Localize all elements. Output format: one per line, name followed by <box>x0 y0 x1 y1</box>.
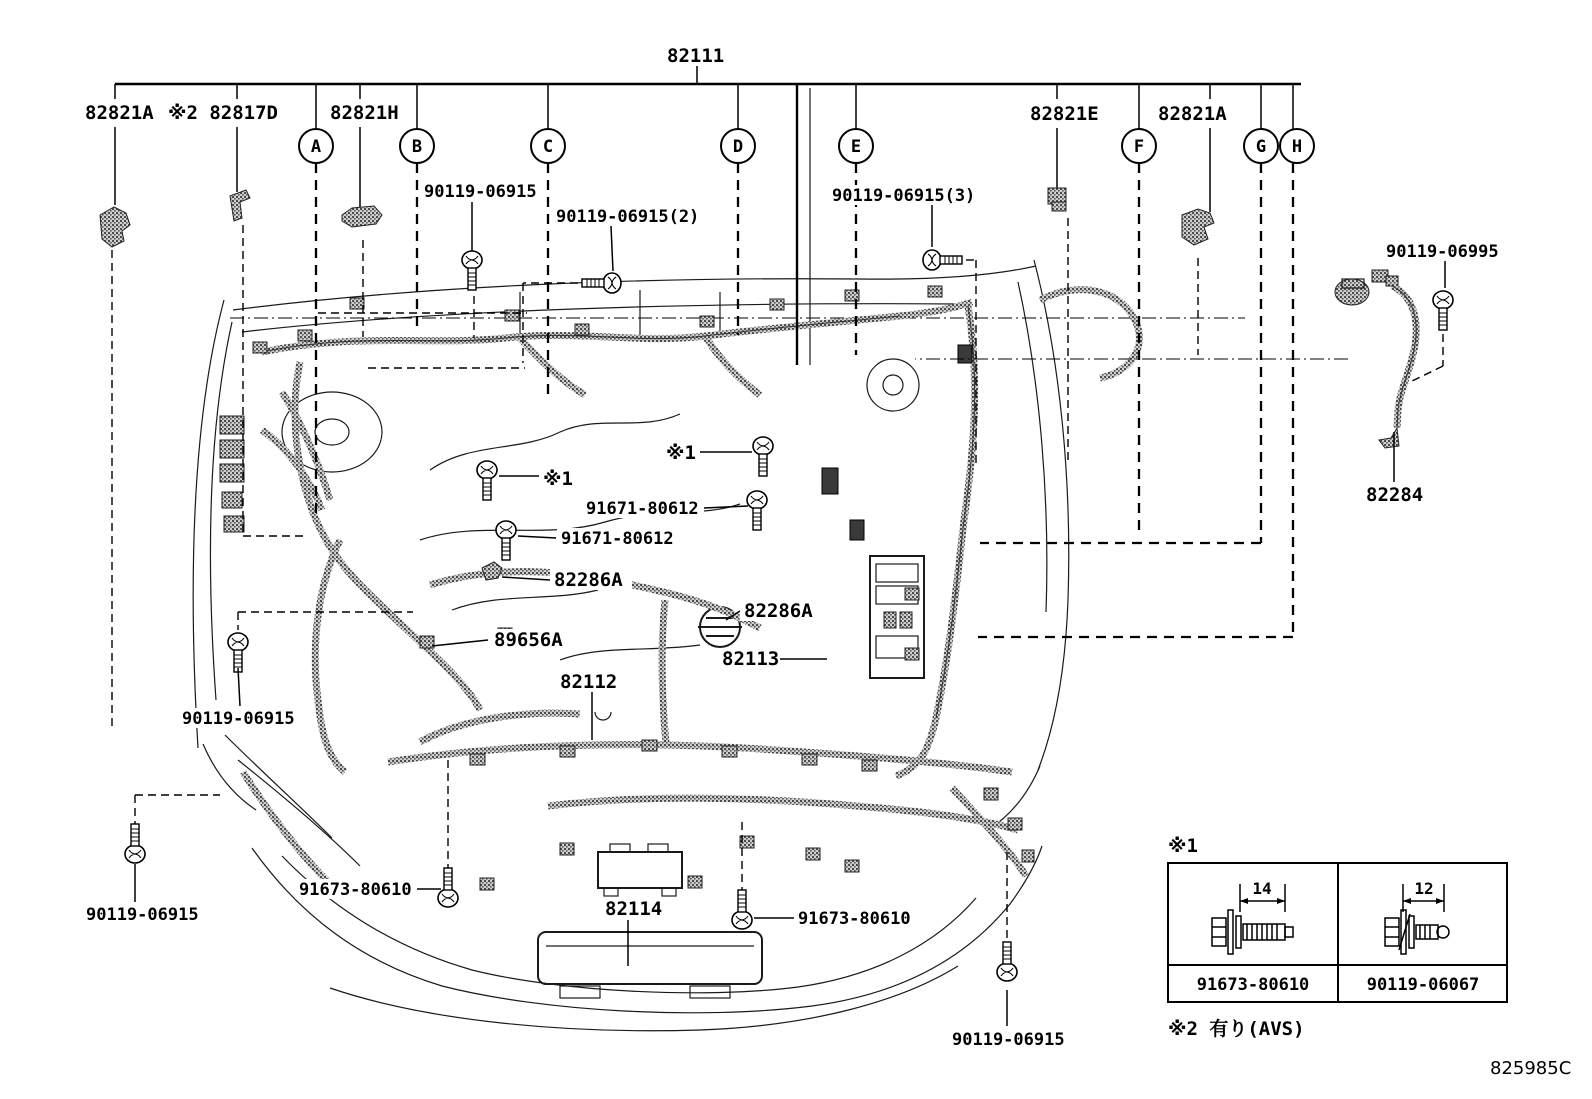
svg-text:14: 14 <box>1252 879 1272 898</box>
top-label-82817d: ※2 82817D <box>168 102 278 124</box>
svg-text:E: E <box>850 137 862 157</box>
bolt-icon <box>125 824 145 863</box>
svg-text:89656A: 89656A <box>494 629 563 651</box>
part-label <box>1362 484 1432 506</box>
svg-text:82286A: 82286A <box>554 569 623 591</box>
part-label <box>178 708 296 729</box>
svg-text:C: C <box>542 137 554 157</box>
bolt-icon <box>1433 291 1453 330</box>
svg-text:91673-80610: 91673-80610 <box>798 909 911 929</box>
part-label <box>490 629 572 651</box>
clamp-icon-82821h <box>342 206 382 227</box>
svg-text:F: F <box>1133 137 1145 157</box>
bracket-icon-82817d <box>230 190 250 221</box>
part-label <box>601 898 665 920</box>
connector-callout-h <box>1280 129 1314 163</box>
svg-text:G: G <box>1255 137 1267 157</box>
svg-text:90119-06915: 90119-06915 <box>182 709 295 729</box>
part-label <box>82 904 200 925</box>
radiator-support <box>538 932 762 984</box>
part-label <box>552 206 702 227</box>
legend-part-2: 90119-06067 <box>1366 975 1480 995</box>
connector-callout-c <box>531 129 565 163</box>
connector-callout-e <box>839 129 873 163</box>
svg-text:82284: 82284 <box>1366 484 1424 506</box>
svg-text:H: H <box>1291 137 1303 157</box>
part-label <box>1382 241 1502 262</box>
part-label <box>557 528 679 549</box>
legend-bolt-2 <box>1385 879 1449 954</box>
bolt-icon <box>582 273 621 293</box>
legend-footnote: ※2 有り(AVS) <box>1168 1018 1305 1040</box>
bolt-icon <box>462 251 482 290</box>
part-label <box>539 468 577 490</box>
bolt-icon <box>753 437 773 476</box>
connector-callout-f <box>1122 129 1156 163</box>
connector-callout-g <box>1244 129 1278 163</box>
svg-text:91671-80612: 91671-80612 <box>586 499 699 519</box>
svg-text:82112: 82112 <box>560 671 618 693</box>
part-label <box>662 442 700 464</box>
main-harness-label: 82111 <box>667 45 725 67</box>
clip-icon-82286a <box>482 562 502 580</box>
bolt-icon <box>747 491 767 530</box>
clamp-icon-82821a-right <box>1182 209 1214 245</box>
top-label-82821h: 82821H <box>330 102 399 124</box>
dashed-leader-lines <box>112 163 1443 950</box>
svg-text:D: D <box>732 137 744 157</box>
bolt-icon <box>438 868 458 907</box>
svg-text:90119-06915(2): 90119-06915(2) <box>556 207 700 227</box>
part-label <box>420 181 538 202</box>
part-label <box>948 1029 1066 1050</box>
svg-text:※1: ※1 <box>666 442 696 464</box>
top-label-82821a-left: 82821A <box>85 102 154 124</box>
bolt-icon <box>997 942 1017 981</box>
connector-callout-d <box>721 129 755 163</box>
svg-text:※1: ※1 <box>543 468 573 490</box>
bolt-icon <box>477 461 497 500</box>
bolt-icon <box>228 633 248 672</box>
svg-text:90119-06915: 90119-06915 <box>952 1030 1065 1050</box>
part-label <box>550 569 632 591</box>
part-label <box>740 600 822 622</box>
svg-text:82113: 82113 <box>722 648 780 670</box>
bolt-icon <box>923 250 962 270</box>
svg-text:91671-80612: 91671-80612 <box>561 529 674 549</box>
junction-box <box>598 844 682 896</box>
part-label <box>556 671 618 693</box>
svg-text:90119-06915(3): 90119-06915(3) <box>832 186 976 206</box>
legend-part-1: 91673-80610 <box>1196 975 1310 995</box>
connector-callout-a <box>299 129 333 163</box>
top-label-82821a-right: 82821A <box>1158 103 1227 125</box>
legend-bolt-1 <box>1212 879 1293 954</box>
svg-text:90119-06995: 90119-06995 <box>1386 242 1499 262</box>
legend-table <box>1168 835 1507 1040</box>
part-label <box>794 908 916 929</box>
legend-ref: ※1 <box>1168 835 1198 857</box>
part-label <box>582 498 704 519</box>
part-labels <box>82 181 1502 1050</box>
svg-text:91673-80610: 91673-80610 <box>299 880 412 900</box>
svg-text:82286A: 82286A <box>744 600 813 622</box>
svg-text:90119-06915: 90119-06915 <box>424 182 537 202</box>
part-label <box>295 879 417 900</box>
svg-text:12: 12 <box>1414 879 1434 898</box>
clamp-icon-82821a-left <box>100 207 130 247</box>
top-label-82821e: 82821E <box>1030 103 1099 125</box>
part-label <box>718 648 780 670</box>
clamp-icon-82821e <box>1048 188 1066 211</box>
part-label <box>828 185 978 206</box>
sheet-code: 825985C <box>1490 1058 1572 1079</box>
svg-text:A: A <box>310 137 322 157</box>
connector-callout-b <box>400 129 434 163</box>
svg-text:90119-06915: 90119-06915 <box>86 905 199 925</box>
bolt-icon <box>732 890 752 929</box>
bolt-icon <box>496 521 516 560</box>
wiring-harness-sketch <box>243 290 1139 896</box>
svg-text:82114: 82114 <box>605 898 663 920</box>
svg-text:B: B <box>411 137 423 157</box>
